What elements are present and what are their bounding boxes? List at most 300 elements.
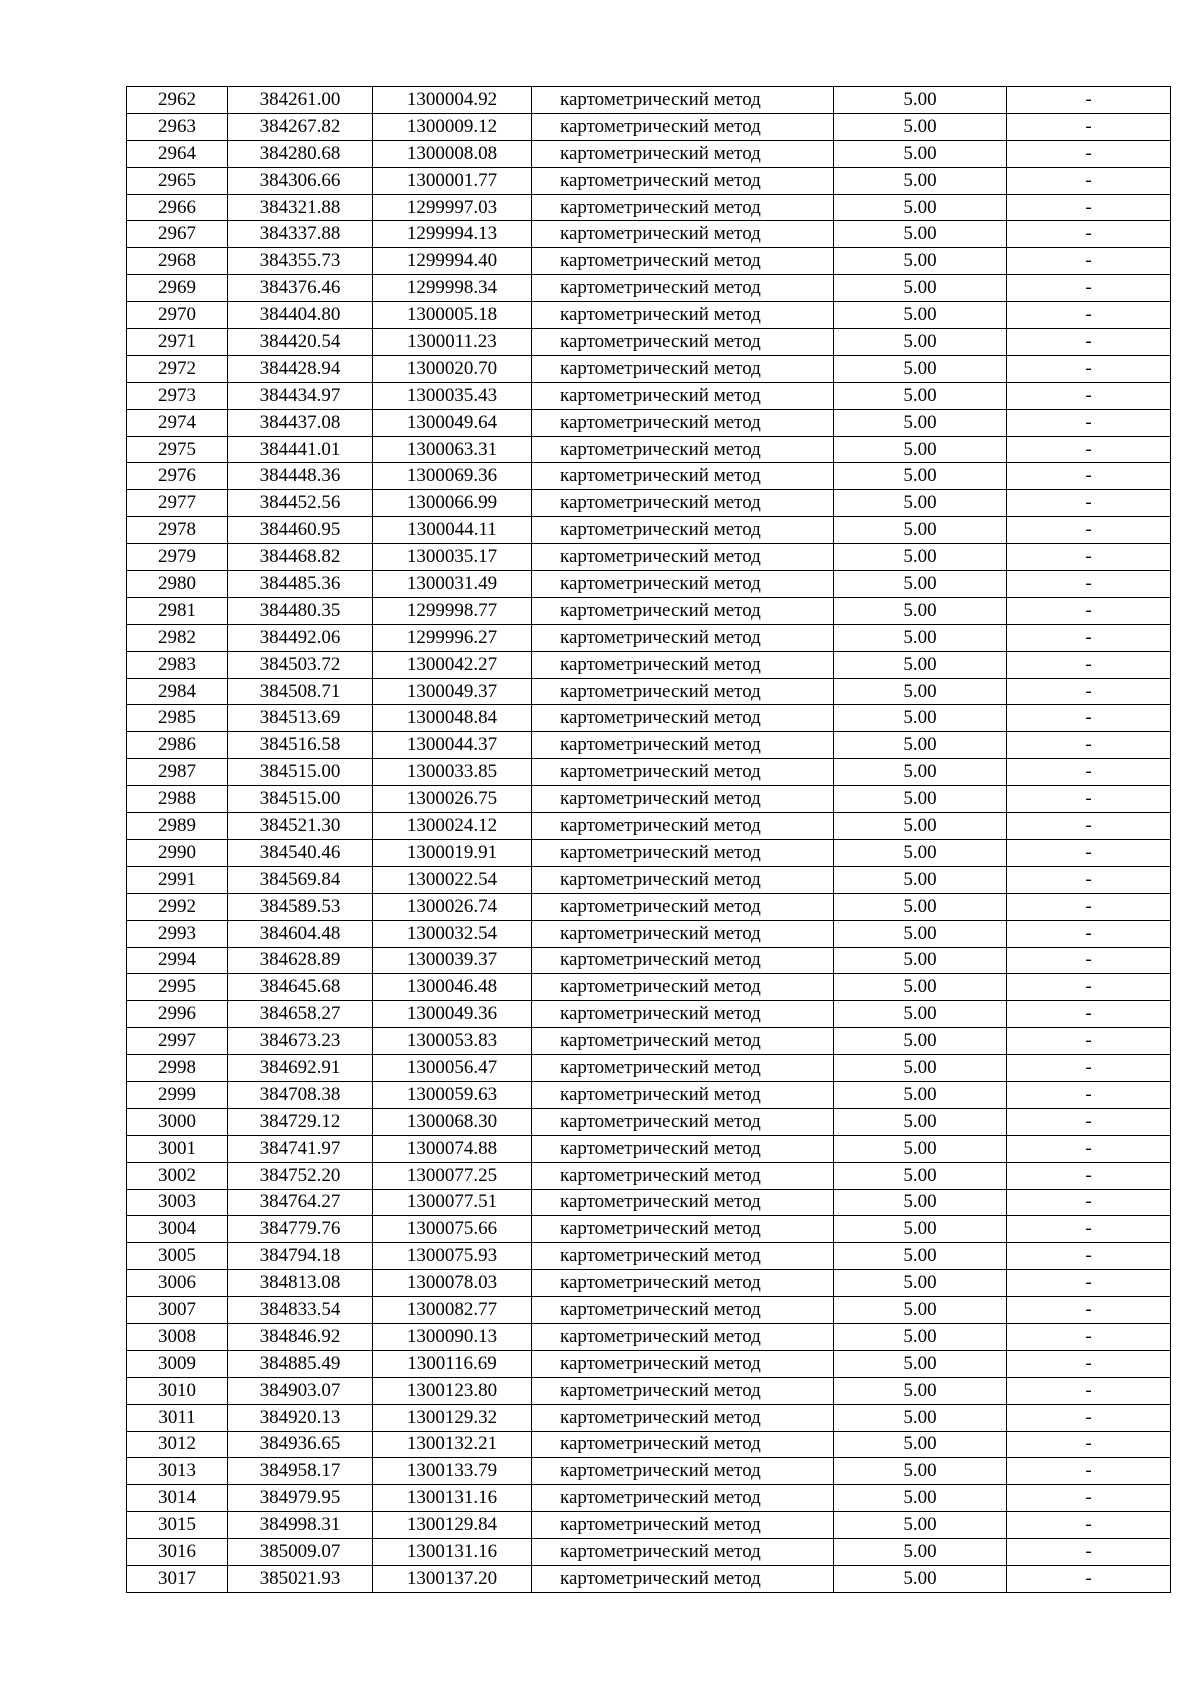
note-cell: -	[1007, 1350, 1171, 1377]
table-row	[127, 732, 1171, 759]
table-row	[127, 1270, 1171, 1297]
accuracy-cell: 5.00	[834, 194, 1007, 221]
y-coordinate-cell: 1300053.83	[373, 1028, 532, 1055]
accuracy-cell: 5.00	[834, 1055, 1007, 1082]
table-row	[127, 1350, 1171, 1377]
accuracy-cell: 5.00	[834, 1135, 1007, 1162]
note-cell: -	[1007, 678, 1171, 705]
y-coordinate-cell: 1300123.80	[373, 1377, 532, 1404]
point-number-cell: 2998	[127, 1055, 228, 1082]
table-row	[127, 221, 1171, 248]
note-cell: -	[1007, 813, 1171, 840]
note-cell: -	[1007, 1431, 1171, 1458]
method-cell: картометрический метод	[532, 1055, 834, 1082]
note-cell: -	[1007, 140, 1171, 167]
note-cell: -	[1007, 382, 1171, 409]
method-cell: картометрический метод	[532, 1377, 834, 1404]
table-row	[127, 248, 1171, 275]
table-row	[127, 1162, 1171, 1189]
y-coordinate-cell: 1300075.93	[373, 1243, 532, 1270]
accuracy-cell: 5.00	[834, 167, 1007, 194]
table-row	[127, 87, 1171, 114]
table-row	[127, 167, 1171, 194]
accuracy-cell: 5.00	[834, 1189, 1007, 1216]
method-cell: картометрический метод	[532, 651, 834, 678]
note-cell: -	[1007, 705, 1171, 732]
method-cell: картометрический метод	[532, 1162, 834, 1189]
accuracy-cell: 5.00	[834, 382, 1007, 409]
x-coordinate-cell: 384645.68	[228, 974, 373, 1001]
point-number-cell: 3011	[127, 1404, 228, 1431]
y-coordinate-cell: 1300129.32	[373, 1404, 532, 1431]
accuracy-cell: 5.00	[834, 597, 1007, 624]
x-coordinate-cell: 384764.27	[228, 1189, 373, 1216]
table-row	[127, 544, 1171, 571]
y-coordinate-cell: 1299998.34	[373, 275, 532, 302]
table-row	[127, 786, 1171, 813]
point-number-cell: 2969	[127, 275, 228, 302]
note-cell: -	[1007, 544, 1171, 571]
method-cell: картометрический метод	[532, 1081, 834, 1108]
point-number-cell: 2976	[127, 463, 228, 490]
accuracy-cell: 5.00	[834, 302, 1007, 329]
x-coordinate-cell: 384420.54	[228, 329, 373, 356]
method-cell: картометрический метод	[532, 355, 834, 382]
x-coordinate-cell: 384658.27	[228, 1001, 373, 1028]
point-number-cell: 2979	[127, 544, 228, 571]
method-cell: картометрический метод	[532, 167, 834, 194]
x-coordinate-cell: 384280.68	[228, 140, 373, 167]
table-row	[127, 893, 1171, 920]
note-cell: -	[1007, 1189, 1171, 1216]
x-coordinate-cell: 384460.95	[228, 517, 373, 544]
x-coordinate-cell: 384485.36	[228, 571, 373, 598]
y-coordinate-cell: 1300032.54	[373, 920, 532, 947]
y-coordinate-cell: 1300090.13	[373, 1323, 532, 1350]
note-cell: -	[1007, 221, 1171, 248]
method-cell: картометрический метод	[532, 678, 834, 705]
table-row	[127, 194, 1171, 221]
x-coordinate-cell: 384846.92	[228, 1323, 373, 1350]
method-cell: картометрический метод	[532, 302, 834, 329]
y-coordinate-cell: 1300035.43	[373, 382, 532, 409]
table-row	[127, 1404, 1171, 1431]
y-coordinate-cell: 1300132.21	[373, 1431, 532, 1458]
point-number-cell: 2972	[127, 355, 228, 382]
note-cell: -	[1007, 1565, 1171, 1592]
x-coordinate-cell: 384958.17	[228, 1458, 373, 1485]
accuracy-cell: 5.00	[834, 1028, 1007, 1055]
note-cell: -	[1007, 839, 1171, 866]
y-coordinate-cell: 1300044.11	[373, 517, 532, 544]
x-coordinate-cell: 384628.89	[228, 947, 373, 974]
note-cell: -	[1007, 759, 1171, 786]
table-row	[127, 1216, 1171, 1243]
accuracy-cell: 5.00	[834, 1539, 1007, 1566]
note-cell: -	[1007, 1512, 1171, 1539]
note-cell: -	[1007, 597, 1171, 624]
y-coordinate-cell: 1300022.54	[373, 866, 532, 893]
coordinates-table-body	[127, 87, 1171, 1593]
y-coordinate-cell: 1300075.66	[373, 1216, 532, 1243]
point-number-cell: 2995	[127, 974, 228, 1001]
x-coordinate-cell: 384752.20	[228, 1162, 373, 1189]
method-cell: картометрический метод	[532, 974, 834, 1001]
table-row	[127, 1028, 1171, 1055]
table-row	[127, 1243, 1171, 1270]
accuracy-cell: 5.00	[834, 221, 1007, 248]
method-cell: картометрический метод	[532, 140, 834, 167]
table-row	[127, 1377, 1171, 1404]
accuracy-cell: 5.00	[834, 813, 1007, 840]
method-cell: картометрический метод	[532, 382, 834, 409]
point-number-cell: 2988	[127, 786, 228, 813]
method-cell: картометрический метод	[532, 920, 834, 947]
method-cell: картометрический метод	[532, 1135, 834, 1162]
method-cell: картометрический метод	[532, 436, 834, 463]
method-cell: картометрический метод	[532, 839, 834, 866]
accuracy-cell: 5.00	[834, 490, 1007, 517]
table-row	[127, 382, 1171, 409]
x-coordinate-cell: 384604.48	[228, 920, 373, 947]
point-number-cell: 2971	[127, 329, 228, 356]
y-coordinate-cell: 1300049.64	[373, 409, 532, 436]
method-cell: картометрический метод	[532, 1350, 834, 1377]
point-number-cell: 2977	[127, 490, 228, 517]
table-row	[127, 1135, 1171, 1162]
note-cell: -	[1007, 167, 1171, 194]
note-cell: -	[1007, 1485, 1171, 1512]
note-cell: -	[1007, 1539, 1171, 1566]
accuracy-cell: 5.00	[834, 1512, 1007, 1539]
note-cell: -	[1007, 1323, 1171, 1350]
point-number-cell: 3012	[127, 1431, 228, 1458]
y-coordinate-cell: 1300131.16	[373, 1539, 532, 1566]
table-row	[127, 1323, 1171, 1350]
note-cell: -	[1007, 1028, 1171, 1055]
y-coordinate-cell: 1300005.18	[373, 302, 532, 329]
accuracy-cell: 5.00	[834, 355, 1007, 382]
point-number-cell: 2973	[127, 382, 228, 409]
y-coordinate-cell: 1300024.12	[373, 813, 532, 840]
note-cell: -	[1007, 355, 1171, 382]
method-cell: картометрический метод	[532, 329, 834, 356]
x-coordinate-cell: 384833.54	[228, 1297, 373, 1324]
accuracy-cell: 5.00	[834, 893, 1007, 920]
x-coordinate-cell: 384503.72	[228, 651, 373, 678]
accuracy-cell: 5.00	[834, 1458, 1007, 1485]
method-cell: картометрический метод	[532, 1243, 834, 1270]
point-number-cell: 3003	[127, 1189, 228, 1216]
accuracy-cell: 5.00	[834, 759, 1007, 786]
method-cell: картометрический метод	[532, 1512, 834, 1539]
note-cell: -	[1007, 1297, 1171, 1324]
method-cell: картометрический метод	[532, 786, 834, 813]
note-cell: -	[1007, 1108, 1171, 1135]
point-number-cell: 2962	[127, 87, 228, 114]
point-number-cell: 2975	[127, 436, 228, 463]
method-cell: картометрический метод	[532, 1108, 834, 1135]
table-row	[127, 1108, 1171, 1135]
method-cell: картометрический метод	[532, 1431, 834, 1458]
method-cell: картометрический метод	[532, 866, 834, 893]
accuracy-cell: 5.00	[834, 436, 1007, 463]
y-coordinate-cell: 1300011.23	[373, 329, 532, 356]
accuracy-cell: 5.00	[834, 1243, 1007, 1270]
accuracy-cell: 5.00	[834, 947, 1007, 974]
note-cell: -	[1007, 194, 1171, 221]
x-coordinate-cell: 384540.46	[228, 839, 373, 866]
y-coordinate-cell: 1300068.30	[373, 1108, 532, 1135]
y-coordinate-cell: 1300009.12	[373, 113, 532, 140]
x-coordinate-cell: 384794.18	[228, 1243, 373, 1270]
point-number-cell: 3009	[127, 1350, 228, 1377]
accuracy-cell: 5.00	[834, 140, 1007, 167]
point-number-cell: 3006	[127, 1270, 228, 1297]
point-number-cell: 2963	[127, 113, 228, 140]
table-row	[127, 947, 1171, 974]
note-cell: -	[1007, 329, 1171, 356]
note-cell: -	[1007, 113, 1171, 140]
accuracy-cell: 5.00	[834, 544, 1007, 571]
x-coordinate-cell: 384267.82	[228, 113, 373, 140]
accuracy-cell: 5.00	[834, 248, 1007, 275]
method-cell: картометрический метод	[532, 490, 834, 517]
x-coordinate-cell: 384813.08	[228, 1270, 373, 1297]
table-row	[127, 490, 1171, 517]
note-cell: -	[1007, 463, 1171, 490]
table-row	[127, 1458, 1171, 1485]
accuracy-cell: 5.00	[834, 651, 1007, 678]
table-row	[127, 1189, 1171, 1216]
method-cell: картометрический метод	[532, 87, 834, 114]
method-cell: картометрический метод	[532, 1216, 834, 1243]
method-cell: картометрический метод	[532, 597, 834, 624]
point-number-cell: 2985	[127, 705, 228, 732]
y-coordinate-cell: 1300063.31	[373, 436, 532, 463]
point-number-cell: 2999	[127, 1081, 228, 1108]
x-coordinate-cell: 385021.93	[228, 1565, 373, 1592]
y-coordinate-cell: 1300133.79	[373, 1458, 532, 1485]
table-row	[127, 1539, 1171, 1566]
table-row	[127, 355, 1171, 382]
x-coordinate-cell: 384261.00	[228, 87, 373, 114]
note-cell: -	[1007, 1377, 1171, 1404]
y-coordinate-cell: 1300077.25	[373, 1162, 532, 1189]
table-row	[127, 678, 1171, 705]
y-coordinate-cell: 1300116.69	[373, 1350, 532, 1377]
y-coordinate-cell: 1300033.85	[373, 759, 532, 786]
x-coordinate-cell: 384885.49	[228, 1350, 373, 1377]
y-coordinate-cell: 1300004.92	[373, 87, 532, 114]
table-row	[127, 275, 1171, 302]
y-coordinate-cell: 1300066.99	[373, 490, 532, 517]
accuracy-cell: 5.00	[834, 1081, 1007, 1108]
y-coordinate-cell: 1300077.51	[373, 1189, 532, 1216]
accuracy-cell: 5.00	[834, 409, 1007, 436]
point-number-cell: 2993	[127, 920, 228, 947]
table-row	[127, 651, 1171, 678]
point-number-cell: 3016	[127, 1539, 228, 1566]
accuracy-cell: 5.00	[834, 624, 1007, 651]
x-coordinate-cell: 384508.71	[228, 678, 373, 705]
accuracy-cell: 5.00	[834, 1001, 1007, 1028]
accuracy-cell: 5.00	[834, 1270, 1007, 1297]
point-number-cell: 2989	[127, 813, 228, 840]
table-row	[127, 140, 1171, 167]
y-coordinate-cell: 1300008.08	[373, 140, 532, 167]
point-number-cell: 2970	[127, 302, 228, 329]
y-coordinate-cell: 1300048.84	[373, 705, 532, 732]
note-cell: -	[1007, 87, 1171, 114]
y-coordinate-cell: 1299997.03	[373, 194, 532, 221]
y-coordinate-cell: 1300049.37	[373, 678, 532, 705]
table-row	[127, 1565, 1171, 1592]
accuracy-cell: 5.00	[834, 974, 1007, 1001]
table-row	[127, 1297, 1171, 1324]
note-cell: -	[1007, 1270, 1171, 1297]
accuracy-cell: 5.00	[834, 1350, 1007, 1377]
x-coordinate-cell: 384492.06	[228, 624, 373, 651]
method-cell: картометрический метод	[532, 1189, 834, 1216]
note-cell: -	[1007, 732, 1171, 759]
method-cell: картометрический метод	[532, 893, 834, 920]
method-cell: картометрический метод	[532, 624, 834, 651]
table-row	[127, 705, 1171, 732]
table-row	[127, 1485, 1171, 1512]
method-cell: картометрический метод	[532, 1297, 834, 1324]
y-coordinate-cell: 1299998.77	[373, 597, 532, 624]
method-cell: картометрический метод	[532, 113, 834, 140]
point-number-cell: 2996	[127, 1001, 228, 1028]
accuracy-cell: 5.00	[834, 839, 1007, 866]
method-cell: картометрический метод	[532, 947, 834, 974]
table-row	[127, 571, 1171, 598]
method-cell: картометрический метод	[532, 194, 834, 221]
accuracy-cell: 5.00	[834, 1323, 1007, 1350]
x-coordinate-cell: 384936.65	[228, 1431, 373, 1458]
accuracy-cell: 5.00	[834, 1216, 1007, 1243]
point-number-cell: 2982	[127, 624, 228, 651]
point-number-cell: 2983	[127, 651, 228, 678]
table-row	[127, 839, 1171, 866]
point-number-cell: 3017	[127, 1565, 228, 1592]
note-cell: -	[1007, 1216, 1171, 1243]
x-coordinate-cell: 384441.01	[228, 436, 373, 463]
x-coordinate-cell: 384741.97	[228, 1135, 373, 1162]
point-number-cell: 2968	[127, 248, 228, 275]
point-number-cell: 2980	[127, 571, 228, 598]
y-coordinate-cell: 1300069.36	[373, 463, 532, 490]
y-coordinate-cell: 1299996.27	[373, 624, 532, 651]
x-coordinate-cell: 384692.91	[228, 1055, 373, 1082]
note-cell: -	[1007, 571, 1171, 598]
note-cell: -	[1007, 786, 1171, 813]
y-coordinate-cell: 1300044.37	[373, 732, 532, 759]
method-cell: картометрический метод	[532, 544, 834, 571]
method-cell: картометрический метод	[532, 1565, 834, 1592]
method-cell: картометрический метод	[532, 1028, 834, 1055]
accuracy-cell: 5.00	[834, 517, 1007, 544]
accuracy-cell: 5.00	[834, 1431, 1007, 1458]
x-coordinate-cell: 384452.56	[228, 490, 373, 517]
x-coordinate-cell: 384468.82	[228, 544, 373, 571]
x-coordinate-cell: 384998.31	[228, 1512, 373, 1539]
accuracy-cell: 5.00	[834, 920, 1007, 947]
table-row	[127, 302, 1171, 329]
point-number-cell: 3015	[127, 1512, 228, 1539]
accuracy-cell: 5.00	[834, 732, 1007, 759]
table-row	[127, 1512, 1171, 1539]
point-number-cell: 3002	[127, 1162, 228, 1189]
point-number-cell: 2966	[127, 194, 228, 221]
note-cell: -	[1007, 1081, 1171, 1108]
note-cell: -	[1007, 409, 1171, 436]
accuracy-cell: 5.00	[834, 866, 1007, 893]
y-coordinate-cell: 1300026.74	[373, 893, 532, 920]
x-coordinate-cell: 384480.35	[228, 597, 373, 624]
method-cell: картометрический метод	[532, 1458, 834, 1485]
x-coordinate-cell: 384515.00	[228, 786, 373, 813]
point-number-cell: 2978	[127, 517, 228, 544]
method-cell: картометрический метод	[532, 1404, 834, 1431]
accuracy-cell: 5.00	[834, 463, 1007, 490]
point-number-cell: 3013	[127, 1458, 228, 1485]
note-cell: -	[1007, 651, 1171, 678]
y-coordinate-cell: 1300131.16	[373, 1485, 532, 1512]
accuracy-cell: 5.00	[834, 705, 1007, 732]
accuracy-cell: 5.00	[834, 1377, 1007, 1404]
y-coordinate-cell: 1300046.48	[373, 974, 532, 1001]
method-cell: картометрический метод	[532, 759, 834, 786]
note-cell: -	[1007, 248, 1171, 275]
point-number-cell: 3010	[127, 1377, 228, 1404]
point-number-cell: 3004	[127, 1216, 228, 1243]
x-coordinate-cell: 384321.88	[228, 194, 373, 221]
note-cell: -	[1007, 947, 1171, 974]
table-row	[127, 1001, 1171, 1028]
x-coordinate-cell: 384437.08	[228, 409, 373, 436]
method-cell: картометрический метод	[532, 1270, 834, 1297]
x-coordinate-cell: 384516.58	[228, 732, 373, 759]
y-coordinate-cell: 1300056.47	[373, 1055, 532, 1082]
note-cell: -	[1007, 920, 1171, 947]
accuracy-cell: 5.00	[834, 1404, 1007, 1431]
x-coordinate-cell: 384515.00	[228, 759, 373, 786]
y-coordinate-cell: 1300078.03	[373, 1270, 532, 1297]
table-row	[127, 813, 1171, 840]
x-coordinate-cell: 384708.38	[228, 1081, 373, 1108]
method-cell: картометрический метод	[532, 1323, 834, 1350]
x-coordinate-cell: 384337.88	[228, 221, 373, 248]
note-cell: -	[1007, 490, 1171, 517]
method-cell: картометрический метод	[532, 732, 834, 759]
y-coordinate-cell: 1300049.36	[373, 1001, 532, 1028]
x-coordinate-cell: 384673.23	[228, 1028, 373, 1055]
note-cell: -	[1007, 1162, 1171, 1189]
x-coordinate-cell: 384376.46	[228, 275, 373, 302]
point-number-cell: 2967	[127, 221, 228, 248]
x-coordinate-cell: 384779.76	[228, 1216, 373, 1243]
table-row	[127, 1081, 1171, 1108]
method-cell: картометрический метод	[532, 813, 834, 840]
method-cell: картометрический метод	[532, 221, 834, 248]
note-cell: -	[1007, 1404, 1171, 1431]
table-row	[127, 409, 1171, 436]
y-coordinate-cell: 1300042.27	[373, 651, 532, 678]
y-coordinate-cell: 1300059.63	[373, 1081, 532, 1108]
y-coordinate-cell: 1300039.37	[373, 947, 532, 974]
